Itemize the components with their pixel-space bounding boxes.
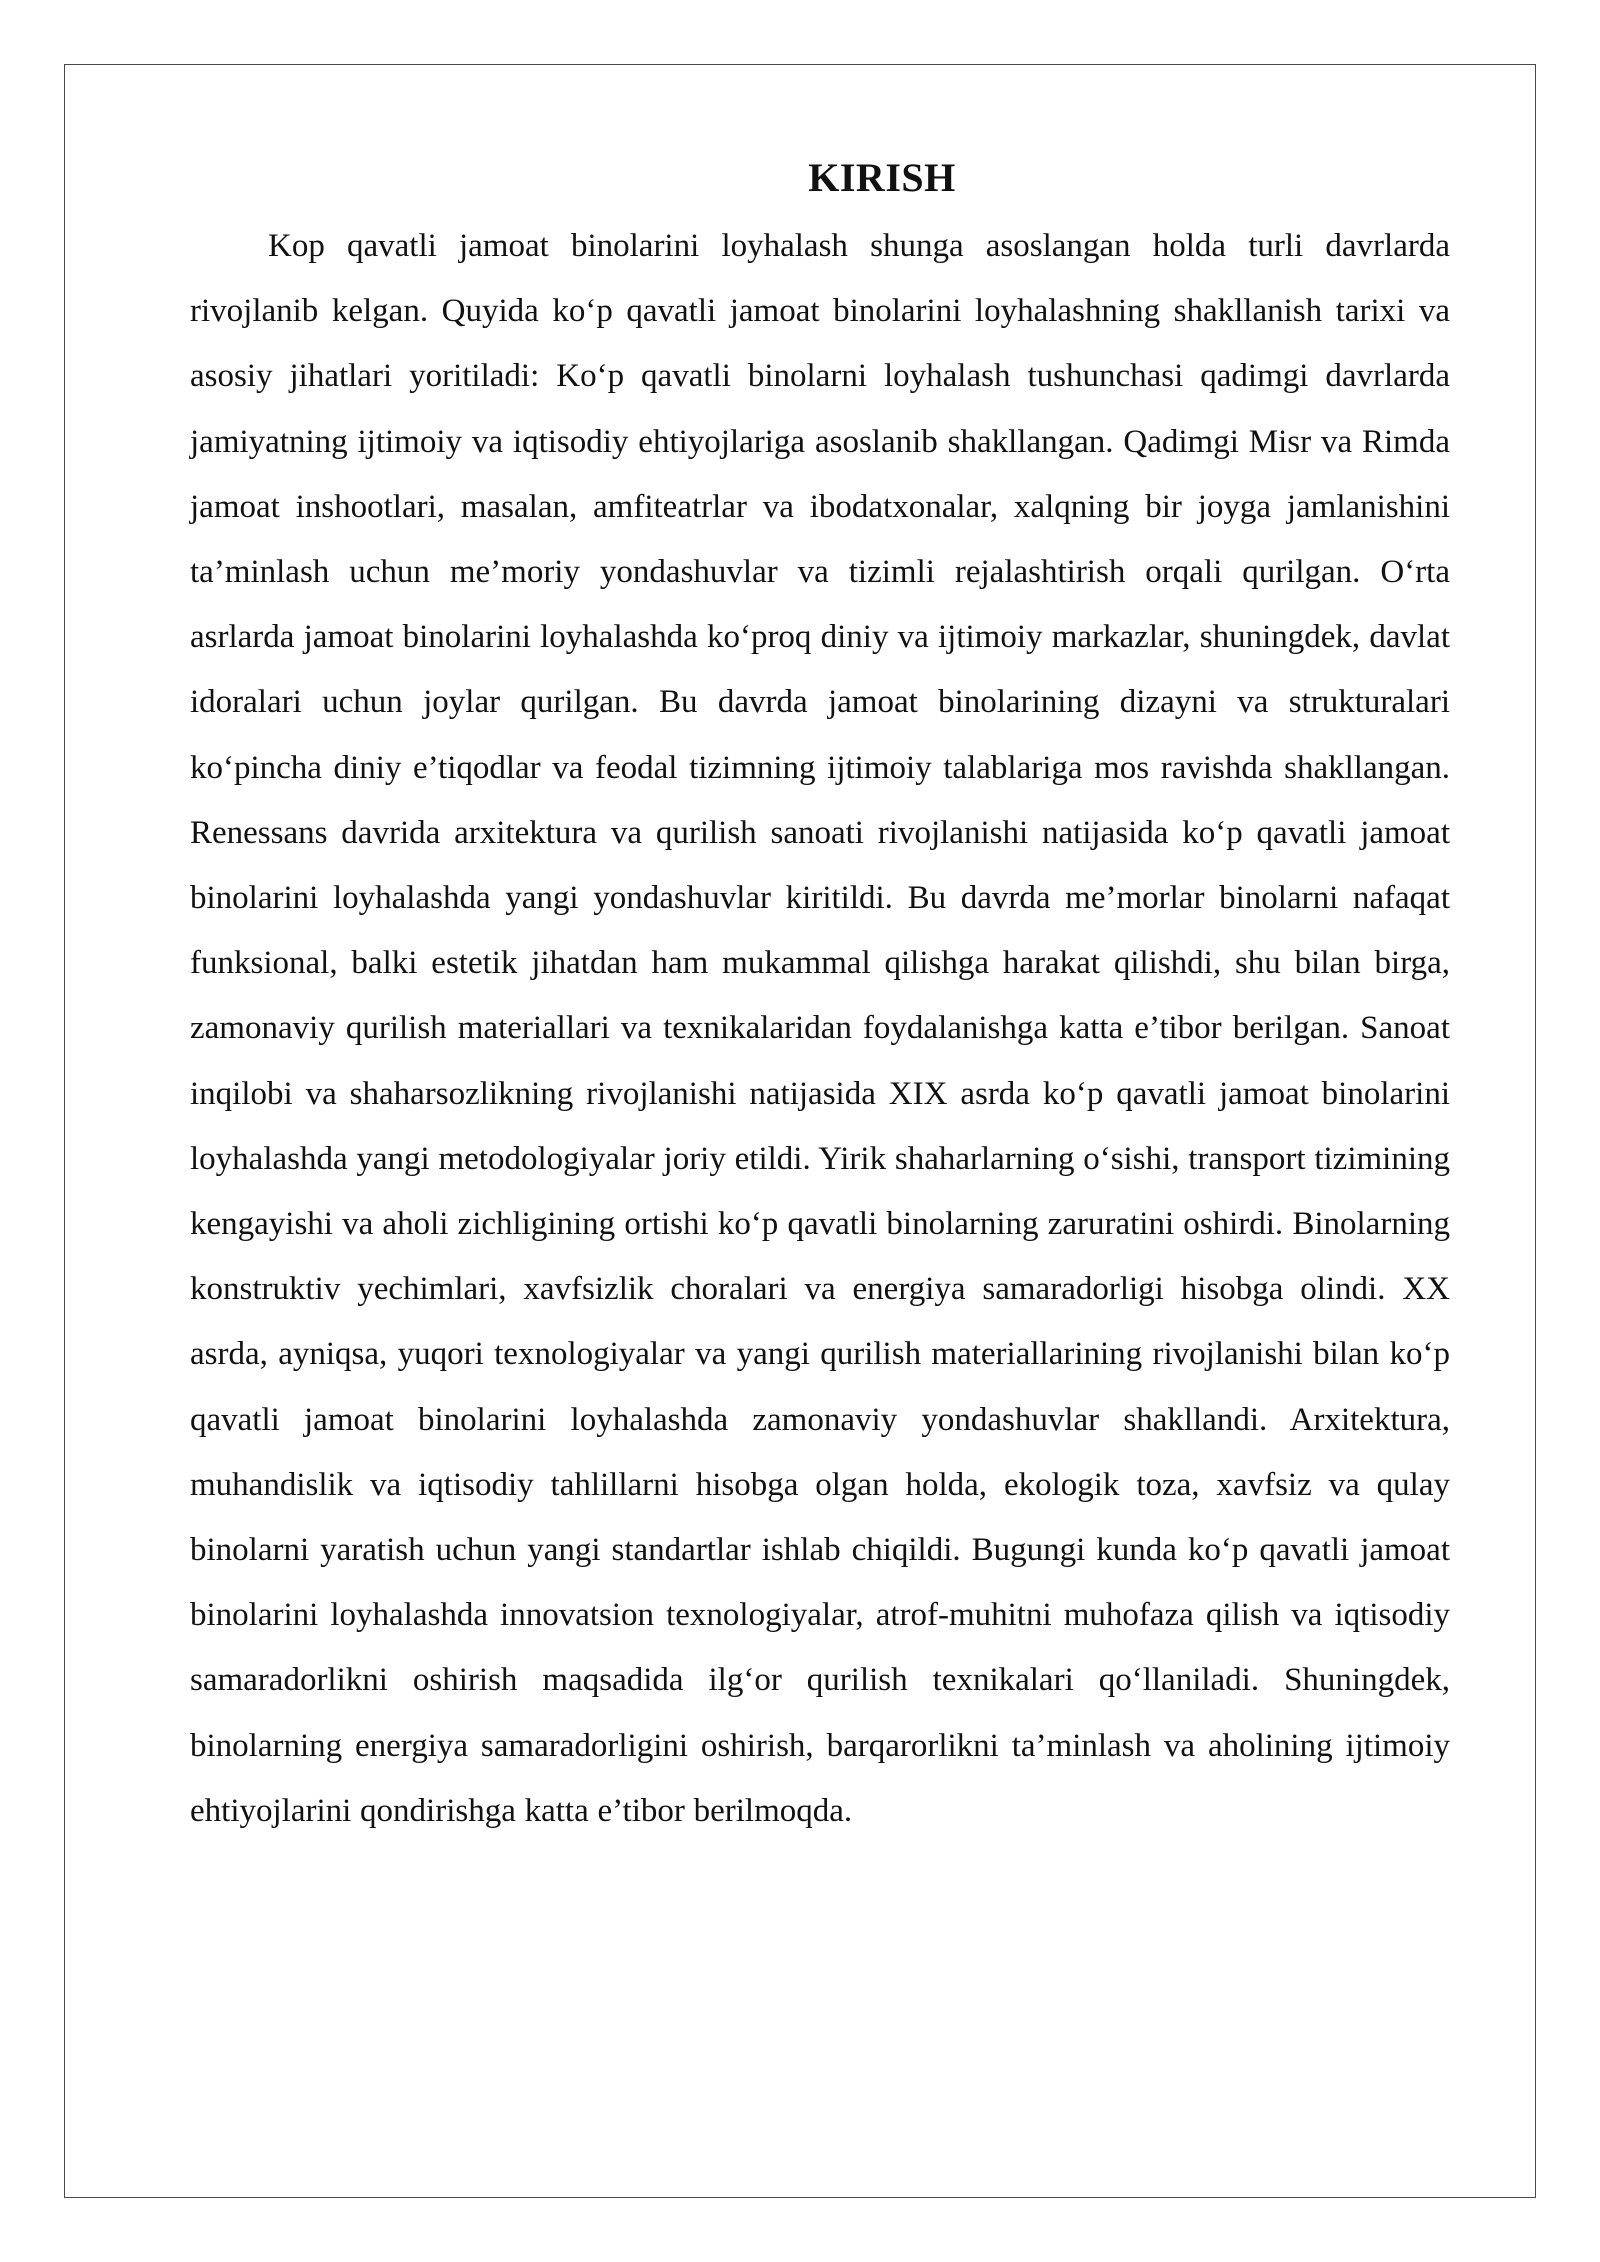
page-title: KIRISH — [808, 155, 956, 200]
intro-paragraph: Kop qavatli jamoat binolarini loyhalash shunga asoslangan holda turli davrlarda rivojlanib kelgan. Quyida koʻp qavatli jamoat binolarini loyhalashning shakllanish tarixi va asosiy jihatlari yoritiladi: Koʻp qavatli binolarni loyhalash tushunchasi qadimgi davrlarda jamiyatning ijtimoiy va iqtisodiy ehtiyojlariga asoslanib shakllangan. Qadimgi Misr va Rimda jamoat inshootlari, masalan, amfiteatrlar va ibodatxonalar, xalqning bir joyga jamlanishini ta’minlash uchun me’moriy yondashuvlar va tizimli rejalashtirish orqali qurilgan. Oʻrta asrlarda jamoat binolarini loyhalashda koʻproq diniy va ijtimoiy markazlar, shuningdek, davlat idoralari uchun joylar qurilgan. Bu davrda jamoat binolarining dizayni va strukturalari koʻpincha diniy e’tiqodlar va feodal tizimning ijtimoiy talablariga mos ravishda shakllangan. Renessans davrida arxitektura va qurilish sanoati rivojlanishi natijasida koʻp qavatli jamoat binolarini loyhalashda yangi yondashuvlar kiritildi. Bu davrda me’morlar binolarni nafaqat funksional, balki estetik jihatdan ham mukammal qilishga harakat qilishdi, shu bilan birga, zamonaviy qurilish materiallari va texnikalaridan foydalanishga katta e’tibor berilgan. Sanoat inqilobi va shaharsozlikning rivojlanishi natijasida XIX asrda koʻp qavatli jamoat binolarini loyhalashda yangi metodologiyalar joriy etildi. Yirik shaharlarning oʻsishi, transport tizimining kengayishi va aholi zichligining ortishi koʻp qavatli binolarning zaruratini oshirdi. Binolarning konstruktiv yechimlari, xavfsizlik choralari va energiya samaradorligi hisobga olindi. XX asrda, ayniqsa, yuqori texnologiyalar va yangi qurilish materiallarining rivojlanishi bilan koʻp qavatli jamoat binolarini loyhalashda zamonaviy yondashuvlar shakllandi. Arxitektura, muhandislik va iqtisodiy tahlillarni hisobga olgan holda, ekologik toza, xavfsiz va qulay binolarni yaratish uchun yangi standartlar ishlab chiqildi. Bugungi kunda koʻp qavatli jamoat binolarini loyhalashda innovatsion texnologiyalar, atrof-muhitni muhofaza qilish va iqtisodiy samaradorlikni oshirish maqsadida ilgʻor qurilish texnikalari qoʻllaniladi. Shuningdek, binolarning energiya samaradorligini oshirish, barqarorlikni ta’minlash va aholining ijtimoiy ehtiyojlarini qondirishga katta e’tibor berilmoqda. — [190, 228, 1450, 1829]
document-body — [190, 148, 1450, 1844]
